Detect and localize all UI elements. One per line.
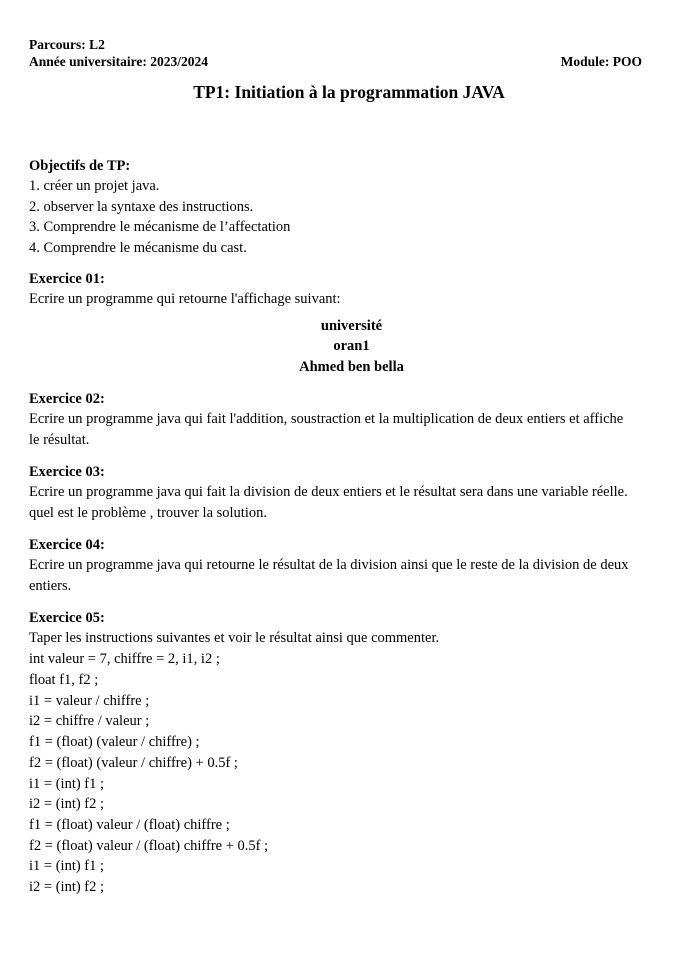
code-line: f2 = (float) valeur / (float) chiffre + 0.5f ; xyxy=(29,837,269,854)
code-line: i2 = chiffre / valeur ; xyxy=(29,713,150,730)
exercice-04 xyxy=(29,536,629,597)
header xyxy=(29,37,642,70)
exercice-01 xyxy=(29,270,629,378)
parcours-label: Parcours: L2 xyxy=(29,37,105,52)
exercice-02-heading: Exercice 02: xyxy=(29,391,105,408)
display-line: Ahmed ben bella xyxy=(299,358,404,375)
code-line: i2 = (int) f2 ; xyxy=(29,796,105,813)
exercice-04-heading: Exercice 04: xyxy=(29,537,105,554)
display-block xyxy=(29,316,629,378)
code-line: f1 = (float) (valeur / chiffre) ; xyxy=(29,734,200,751)
display-line: oran1 xyxy=(333,338,370,355)
exercice-02-text: Ecrire un programme java qui fait l'addition, soustraction et la multiplication de deux entiers et affiche le résultat. xyxy=(29,411,624,449)
exercice-03-text: Ecrire un programme java qui fait la division de deux entiers et le résultat sera dans une variable réelle. quel est le problème , trouver la solution. xyxy=(29,484,628,522)
code-line: i1 = (int) f1 ; xyxy=(29,775,105,792)
objectif-item: 4. Comprendre le mécanisme du cast. xyxy=(29,240,247,257)
exercice-04-text: Ecrire un programme java qui retourne le résultat de la division ainsi que le reste de la division de deux entiers. xyxy=(29,557,629,595)
annee-label: Année universitaire: 2023/2024 xyxy=(29,53,208,69)
exercice-01-text: Ecrire un programme qui retourne l'affichage suivant: xyxy=(29,290,341,307)
display-line: université xyxy=(320,317,383,334)
objectif-item: 1. créer un projet java. xyxy=(29,178,160,194)
objectif-item: 3. Comprendre le mécanisme de l’affectation xyxy=(29,219,291,236)
code-line: f2 = (float) (valeur / chiffre) + 0.5f ; xyxy=(29,754,238,771)
exercice-03 xyxy=(29,463,629,524)
code-block xyxy=(29,649,629,897)
module-label: Module: POO xyxy=(560,53,642,69)
code-line: i2 = (int) f2 ; xyxy=(29,879,105,896)
objectifs-section xyxy=(29,157,629,259)
exercice-01-heading: Exercice 01: xyxy=(29,270,105,287)
exercice-03-heading: Exercice 03: xyxy=(29,464,105,481)
code-line: i1 = valeur / chiffre ; xyxy=(29,692,150,709)
document-page xyxy=(29,37,642,898)
code-line: f1 = (float) valeur / (float) chiffre ; xyxy=(29,816,230,833)
exercice-02 xyxy=(29,390,629,451)
exercice-05-heading: Exercice 05: xyxy=(29,610,105,627)
code-line: float f1, f2 ; xyxy=(29,672,99,689)
page-title: TP1: Initiation à la programmation JAVA xyxy=(193,82,505,102)
exercice-05 xyxy=(29,609,629,897)
exercice-05-text: Taper les instructions suivantes et voir le résultat ainsi que commenter. xyxy=(29,630,440,647)
objectif-item: 2. observer la syntaxe des instructions. xyxy=(29,198,254,215)
code-line: int valeur = 7, chiffre = 2, i1, i2 ; xyxy=(29,651,220,668)
code-line: i1 = (int) f1 ; xyxy=(29,858,105,875)
objectifs-heading: Objectifs de TP: xyxy=(29,158,131,174)
